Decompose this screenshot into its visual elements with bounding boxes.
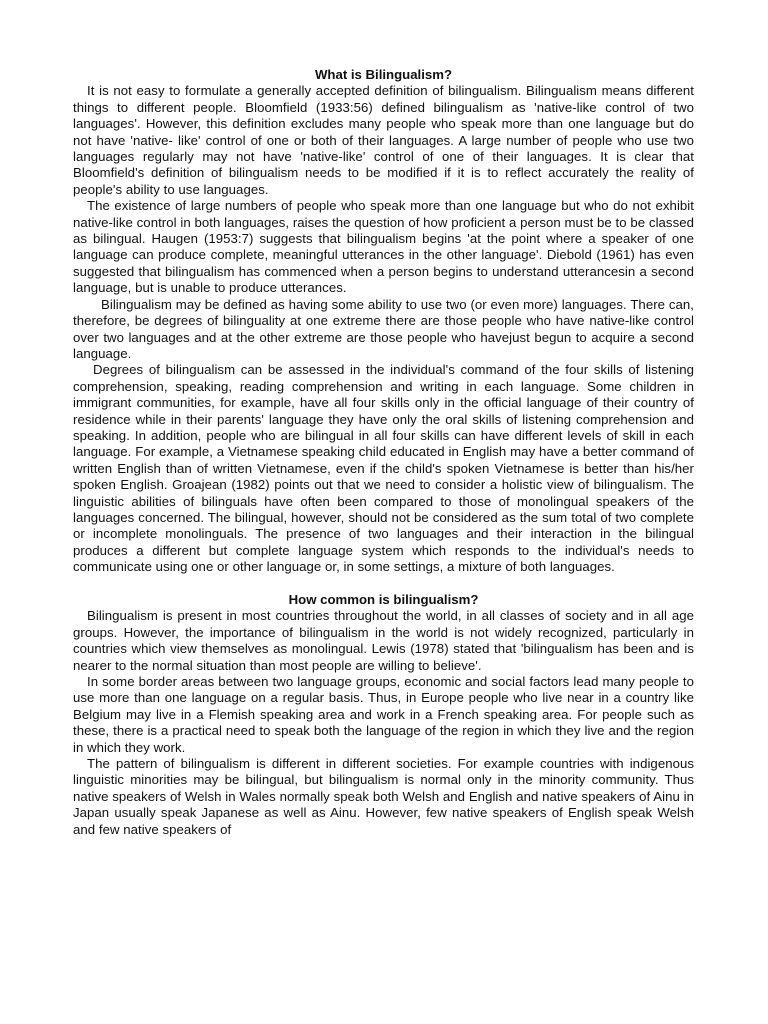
section-title-what-is-bilingualism: What is Bilingualism?: [314, 67, 452, 82]
paragraph: Bilingualism is present in most countries throughout the world, in all classes of society and in all age groups. However, the importance of bilingualism in the world is not widely recognized, particularly in countries which view themselves as monolingual. Lewis (1978) stated that 'bilingualism has been and is nearer to the normal situation than most people are willing to believe'.: [73, 608, 694, 673]
paragraph: The pattern of bilingualism is different in different societies. For example countries with indigenous linguistic minorities may be bilingual, but bilingualism is normal only in the minority community. Thus native speakers of Welsh in Wales normally speak both Welsh and English and native speakers of Ainu in Japan usually speak Japanese as well as Ainu. However, few native speakers of English speak Welsh and few native speakers of: [73, 756, 694, 837]
paragraph: Bilingualism may be defined as having some ability to use two (or even more) languages. There can, therefore, be degrees of bilinguality at one extreme there are those people who have native-like control over two languages and at the other extreme are those people who havejust begun to acquire a second language.: [73, 296, 694, 361]
paragraph: In some border areas between two language groups, economic and social factors lead many people to use more than one language on a regular basis. Thus, in Europe people who live near in a country like Belgium may live in a Flemish speaking area and work in a French speaking area. For people such as these, there is a practical need to speak both the language of the region in which they live and the region in which they work.: [73, 674, 694, 755]
paragraph: It is not easy to formulate a generally accepted definition of bilingualism. Bilingualism means different things to different people. Bloomfield (1933:56) defined bilingualism as 'native-like control of two languages'. However, this definition excludes many people who speak more than one language but do not have 'native- like' control of one or both of their languages. A large number of people who use two languages regularly may not have 'native-like' control of one of their languages. It is clear that Bloomfield's definition of bilingualism needs to be modified if it is to reflect accurately the reality of people's ability to use languages.: [73, 83, 694, 197]
document-page: [73, 67, 694, 838]
paragraph: The existence of large numbers of people who speak more than one language but who do not exhibit native-like control in both languages, raises the question of how proficient a person must be to be classed as bilingual. Haugen (1953:7) suggests that bilingualism begins 'at the point where a speaker of one language can produce complete, meaningful utterances in the other language'. Diebold (1961) has even suggested that bilingualism has commenced when a person begins to understand utterancesin a second language, but is unable to produce utterances.: [73, 198, 694, 296]
section-title-how-common: How common is bilingualism?: [288, 591, 479, 607]
paragraph: Degrees of bilingualism can be assessed in the individual's command of the four skills of listening comprehension, speaking, reading comprehension and writing in each language. Some children in immigrant communities, for example, have all four skills only in the official language of their country of residence while in their parents' language they have only the oral skills of listening comprehension and speaking. In addition, people who are bilingual in all four skills can have different levels of skill in each language. For example, a Vietnamese speaking child educated in English may have a better command of written English than of written Vietnamese, even if the child's spoken Vietnamese is better than his/her spoken English. Groajean (1982) points out that we need to consider a holistic view of bilingualism. The linguistic abilities of bilinguals have often been compared to those of monolingual speakers of the languages concerned. The bilingual, however, should not be considered as the sum total of two complete or incomplete monolinguals. The presence of two languages and their interaction in the bilingual produces a different but complete language system which responds to the individual's needs to communicate using one or other language or, in some settings, a mixture of both languages.: [73, 362, 694, 575]
